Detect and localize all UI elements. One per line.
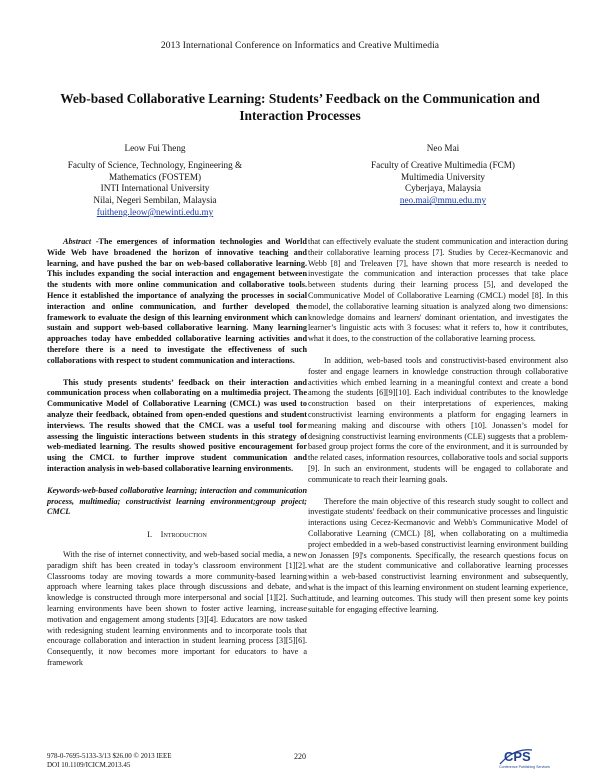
author-email-link[interactable]: neo.mai@mmu.edu.my <box>399 195 487 206</box>
right-column <box>308 237 568 626</box>
abstract-paragraph <box>47 237 307 367</box>
isbn-line: 978-0-7695-5133-3/13 $26.00 © 2013 IEEE <box>47 752 172 760</box>
author-block-2 <box>318 143 568 207</box>
keywords: Keywords-web-based collaborative learning; interaction and communication process, multimedia; constructivist learning environment;group project; CMCL <box>47 485 307 517</box>
author-affiliation-line: Faculty of Science, Technology, Engineering & <box>67 159 243 170</box>
author-email-link[interactable]: fuitheng.leow@newinti.edu.my <box>96 206 214 217</box>
author-affiliation-line: Nilai, Negeri Sembilan, Malaysia <box>93 195 217 206</box>
page-number: 220 <box>294 752 306 761</box>
body-paragraph: With the rise of internet connectivity, and web-based social media, a new paradigm shift has been created in today’s classroom environment [1][2]. Classrooms today are moving towards a more community-based learning approach where learning takes place through discussions and debate, and knowledge is constructed through more interpersonal and social [1][2]. Such learning environments have been shown to foster active learning, increase motivation and engagement among students [3][4]. Educators are now tasked with redesigning student learning environments and to incorporate tools that encourage collaboration and interaction in student learning process [3][5][6]. Consequently, it now becomes more important for educators to have a framework <box>47 549 307 667</box>
author-affiliation-line: Faculty of Creative Multimedia (FCM) <box>371 159 515 170</box>
author-affiliation-line: INTI International University <box>100 183 210 194</box>
paper-title: Web-based Collaborative Learning: Students’ Feedback on the Communication and Interaction Processes <box>60 91 540 123</box>
abstract-text: -The emergences of information technologies and World Wide Web have broadened the horizon of innovative teaching and learning, and have pushed the bar on web-based collaborative learning. This includes expanding the social interaction and engagement between the students with more online communication and collaborative tools. Hence it established the importance of analyzing the processes in social interaction and online communication, and further developed the framework to evaluate the design of this learning environment which can sustain and support web-based collaborative learning. Many learning approaches today have embedded collaborative learning activities and therefore there is a need to investigate the effectiveness of such collaborations with respect to student communication and interactions. <box>47 237 307 365</box>
body-paragraph: In addition, web-based tools and constructivist-based environment also foster and engage learners in knowledge construction through collaborative activities which embed learning in a meaningful context and create a bond among the students [6][9][10]. Each individual contributes to the knowledge construction based on their interpretations of experiences, making constructivist learning environments a platform for engaging learners in meaning making and discourse with others [10]. Jonassen’s model for designing constructivist learning environments (CLE) suggests that a problem-based group project forms the core of the environment, and it is surrounded by the related cases, information resources, collaborative tools and social supports [9]. In such an environment, students will be engaged to collaborate and communicate to reach their learning goals. <box>308 355 568 484</box>
author-affiliation-line: Cyberjaya, Malaysia <box>404 183 482 194</box>
abstract-label: Abstract <box>63 237 92 246</box>
author-block-1 <box>30 143 280 219</box>
cps-logo-subtext: Conference Publishing Services <box>499 765 550 769</box>
conference-header: 2013 International Conference on Informatics and Creative Multimedia <box>160 41 440 51</box>
author-affiliation-line: Multimedia University <box>401 171 485 182</box>
author-affiliation-line: Mathematics (FOSTEM) <box>108 171 202 182</box>
abstract-paragraph-2: This study presents students’ feedback on their interaction and communication process when collaborating on a multimedia project. The Communicative Model of Collaborative Learning (CMCL) was used to analyze their feedback, obtained from open-ended questions and student interviews. The results showed that the CMCL was a useful tool for assessing the linguistic interactions between students in this strategy of web-mediated learning. The results showed positive encouragement for using the CMCL to further improve student communication and interaction analysis in web-based collaborative learning environments. <box>47 377 307 473</box>
body-paragraph: that can effectively evaluate the student communication and interaction during their collaborative learning process [7]. Studies by Cecez-Kecmanovic and Webb [8] and Treleaven [7], have shown that more research is needed to investigate the communication and interaction processes that take place between students during their learning process [5], and developed the Communicative Model of Collaborative Learning (CMCL) model [8]. In this model, the collaborative learning situation is analyzed along two dimensions: knowledge domains and learners' dominant orientation, and investigates the learner’s linguistic acts with 3 focuses: what it refers to, how it contributes, what it does, to the construction of the collaborative learning process. <box>308 237 568 344</box>
doi-line: DOI 10.1109/ICICM.2013.45 <box>47 761 131 769</box>
section-numeral: I. <box>147 529 153 540</box>
left-column <box>47 237 307 680</box>
body-paragraph: Therefore the main objective of this research study sought to collect and investigate students' feedback on their communicative processes and linguistic interactions using Cecez-Kecmanovic and Webb's Communicative Model of Collaborative Learning (CMCL) [8], when collaborating on a multimedia project embedded in a web-based constructivist learning environment building on Jonassen [9]'s components. Specifically, the research questions focus on what are the student communicative and collaborative learning processes within a web-based constructivist learning environment and subsequently, what is the impact of this learning environment on student learning experience, attitude, and learning outcomes. This study will then present some key points suitable for engaging effective learning. <box>308 496 568 614</box>
section-heading-introduction <box>47 529 307 540</box>
author-name: Leow Fui Theng <box>124 143 186 153</box>
cps-logo-icon <box>498 744 556 770</box>
author-name: Neo Mai <box>426 143 460 153</box>
cps-logo-text: CPS <box>504 749 531 764</box>
section-title: Introduction <box>160 529 207 540</box>
